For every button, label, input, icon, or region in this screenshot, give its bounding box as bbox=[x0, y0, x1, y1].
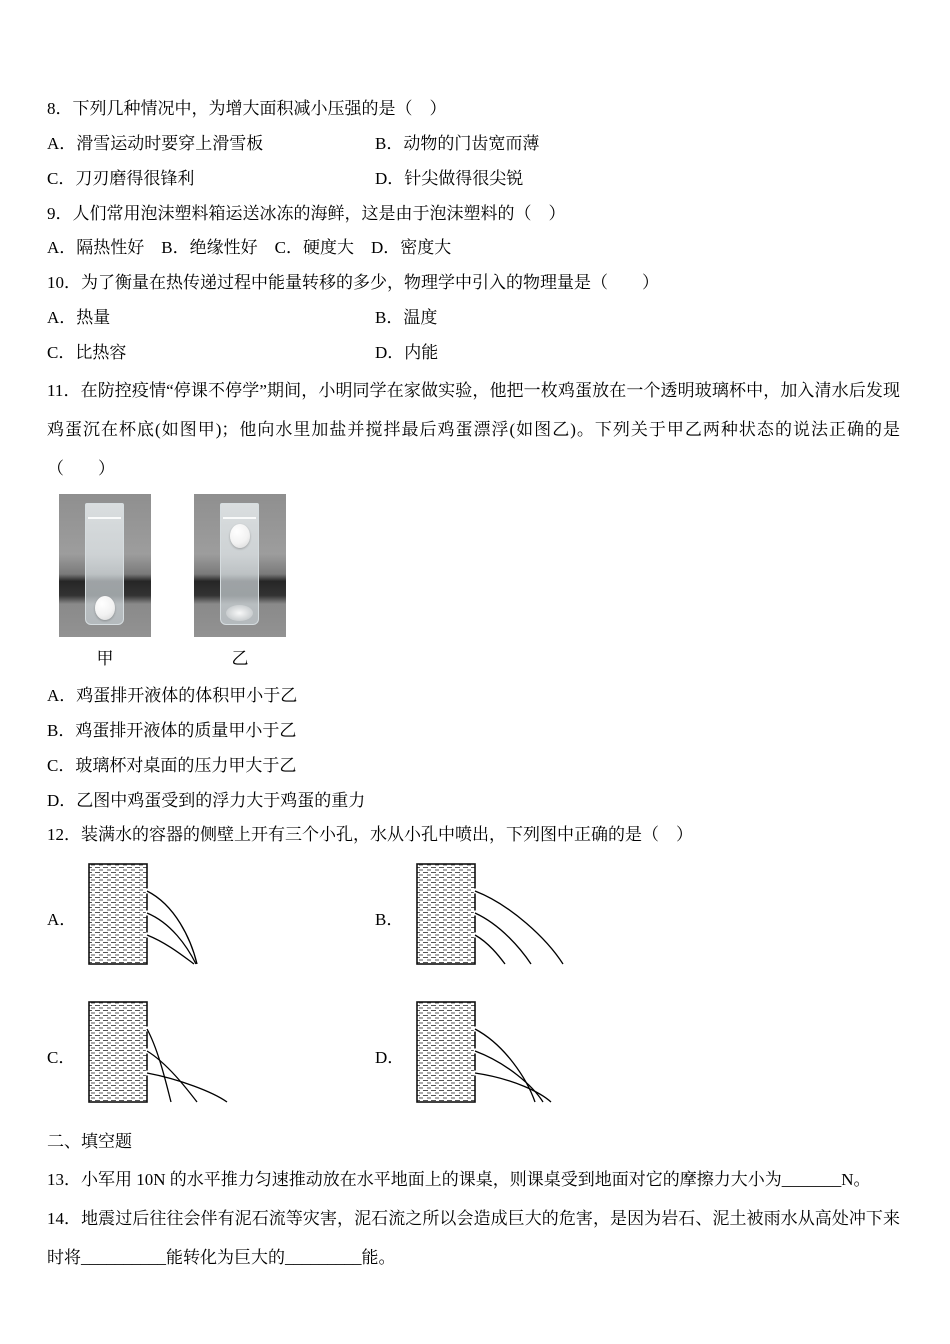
q12-diagram-b bbox=[415, 861, 590, 973]
question-12-figures bbox=[47, 861, 900, 1111]
question-12-text: 12．装满水的容器的侧壁上开有三个小孔，水从小孔中喷出，下列图中正确的是（ ） bbox=[47, 825, 693, 845]
waterline bbox=[88, 517, 121, 519]
question-14-text: 14．地震过后往往会伴有泥石流等灾害，泥石流之所以会造成巨大的危害，是因为岩石、泥土被雨水从高处冲下来时将__________能转化为巨大的_________能。 bbox=[47, 1209, 900, 1268]
egg-sunk bbox=[95, 596, 115, 620]
q12-diagram-d bbox=[415, 999, 590, 1111]
q8-option-b: B．动物的门齿宽而薄 bbox=[375, 133, 540, 153]
question-9-text: 9．人们常用泡沫塑料箱运送冰冻的海鲜，这是由于泡沫塑料的（ ） bbox=[47, 203, 566, 223]
q11-option-c: C．玻璃杯对桌面的压力甲大于乙 bbox=[47, 755, 297, 775]
q12-figure-c bbox=[47, 999, 375, 1111]
q8-option-d: D．针尖做得很尖锐 bbox=[375, 168, 524, 188]
water-glass-jia bbox=[85, 503, 124, 625]
water-tank bbox=[89, 1002, 147, 1102]
q10-option-d: D．内能 bbox=[375, 342, 439, 362]
question-10-text: 10．为了衡量在热传递过程中能量转移的多少，物理学中引入的物理量是（ ） bbox=[47, 273, 659, 293]
q12-figure-b bbox=[375, 861, 900, 973]
q10-option-a: A．热量 bbox=[47, 308, 111, 328]
question-11-text: 11．在防控疫情“停课不停学”期间，小明同学在家做实验，他把一枚鸡蛋放在一个透明玻璃杯中，加入清水后发现鸡蛋沉在杯底(如图甲)；他向水里加盐并搅拌最后鸡蛋漂浮(如图乙)。下列关于甲乙两种状态的说法正确的是（ ） bbox=[47, 380, 900, 478]
water-streams bbox=[475, 891, 563, 964]
egg-floating bbox=[230, 524, 250, 548]
glass-reflection bbox=[226, 605, 253, 621]
q12-label-c: C． bbox=[47, 1047, 76, 1067]
water-tank bbox=[417, 1002, 475, 1102]
q10-option-b: B．温度 bbox=[375, 308, 438, 328]
q11-figure bbox=[59, 494, 900, 669]
question-8-options bbox=[47, 127, 900, 197]
q11-label-jia: 甲 bbox=[96, 649, 114, 669]
q11-option-a: A．鸡蛋排开液体的体积甲小于乙 bbox=[47, 686, 298, 706]
q11-photo-wrap-jia bbox=[59, 494, 151, 669]
q10-option-c: C．比热容 bbox=[47, 342, 127, 362]
question-11-options bbox=[47, 679, 900, 818]
q11-option-b: B．鸡蛋排开液体的质量甲小于乙 bbox=[47, 720, 297, 740]
q12-figure-a bbox=[47, 861, 375, 973]
question-13-text: 13．小军用 10N 的水平推力匀速推动放在水平地面上的课桌，则课桌受到地面对它的摩擦力大小为_______N。 bbox=[47, 1170, 871, 1190]
q12-diagram-c bbox=[87, 999, 262, 1111]
water-streams bbox=[147, 891, 197, 964]
q8-option-a: A．滑雪运动时要穿上滑雪板 bbox=[47, 133, 264, 153]
water-streams bbox=[147, 1029, 227, 1102]
q12-diagram-a bbox=[87, 861, 262, 973]
q12-label-d: D． bbox=[375, 1047, 405, 1067]
q12-figure-d bbox=[375, 999, 900, 1111]
water-tank bbox=[417, 864, 475, 964]
question-10-options bbox=[47, 301, 900, 371]
q11-photo-jia bbox=[59, 494, 151, 637]
q11-option-d: D．乙图中鸡蛋受到的浮力大于鸡蛋的重力 bbox=[47, 790, 366, 810]
q8-option-c: C．刀刃磨得很锋利 bbox=[47, 168, 195, 188]
water-streams bbox=[475, 1029, 551, 1102]
section-2-title: 二、填空题 bbox=[47, 1132, 132, 1152]
q11-label-yi: 乙 bbox=[231, 649, 249, 669]
water-tank bbox=[89, 864, 147, 964]
question-9-options: A．隔热性好 B．绝缘性好 C．硬度大 D．密度大 bbox=[47, 238, 452, 258]
water-glass-yi bbox=[220, 503, 259, 625]
q12-label-b: B． bbox=[375, 909, 404, 929]
waterline bbox=[223, 517, 256, 519]
question-8-text: 8．下列几种情况中，为增大面积减小压强的是（ ） bbox=[47, 99, 447, 118]
q12-label-a: A． bbox=[47, 909, 77, 929]
q11-photo-wrap-yi bbox=[194, 494, 286, 669]
q11-photo-yi bbox=[194, 494, 286, 637]
